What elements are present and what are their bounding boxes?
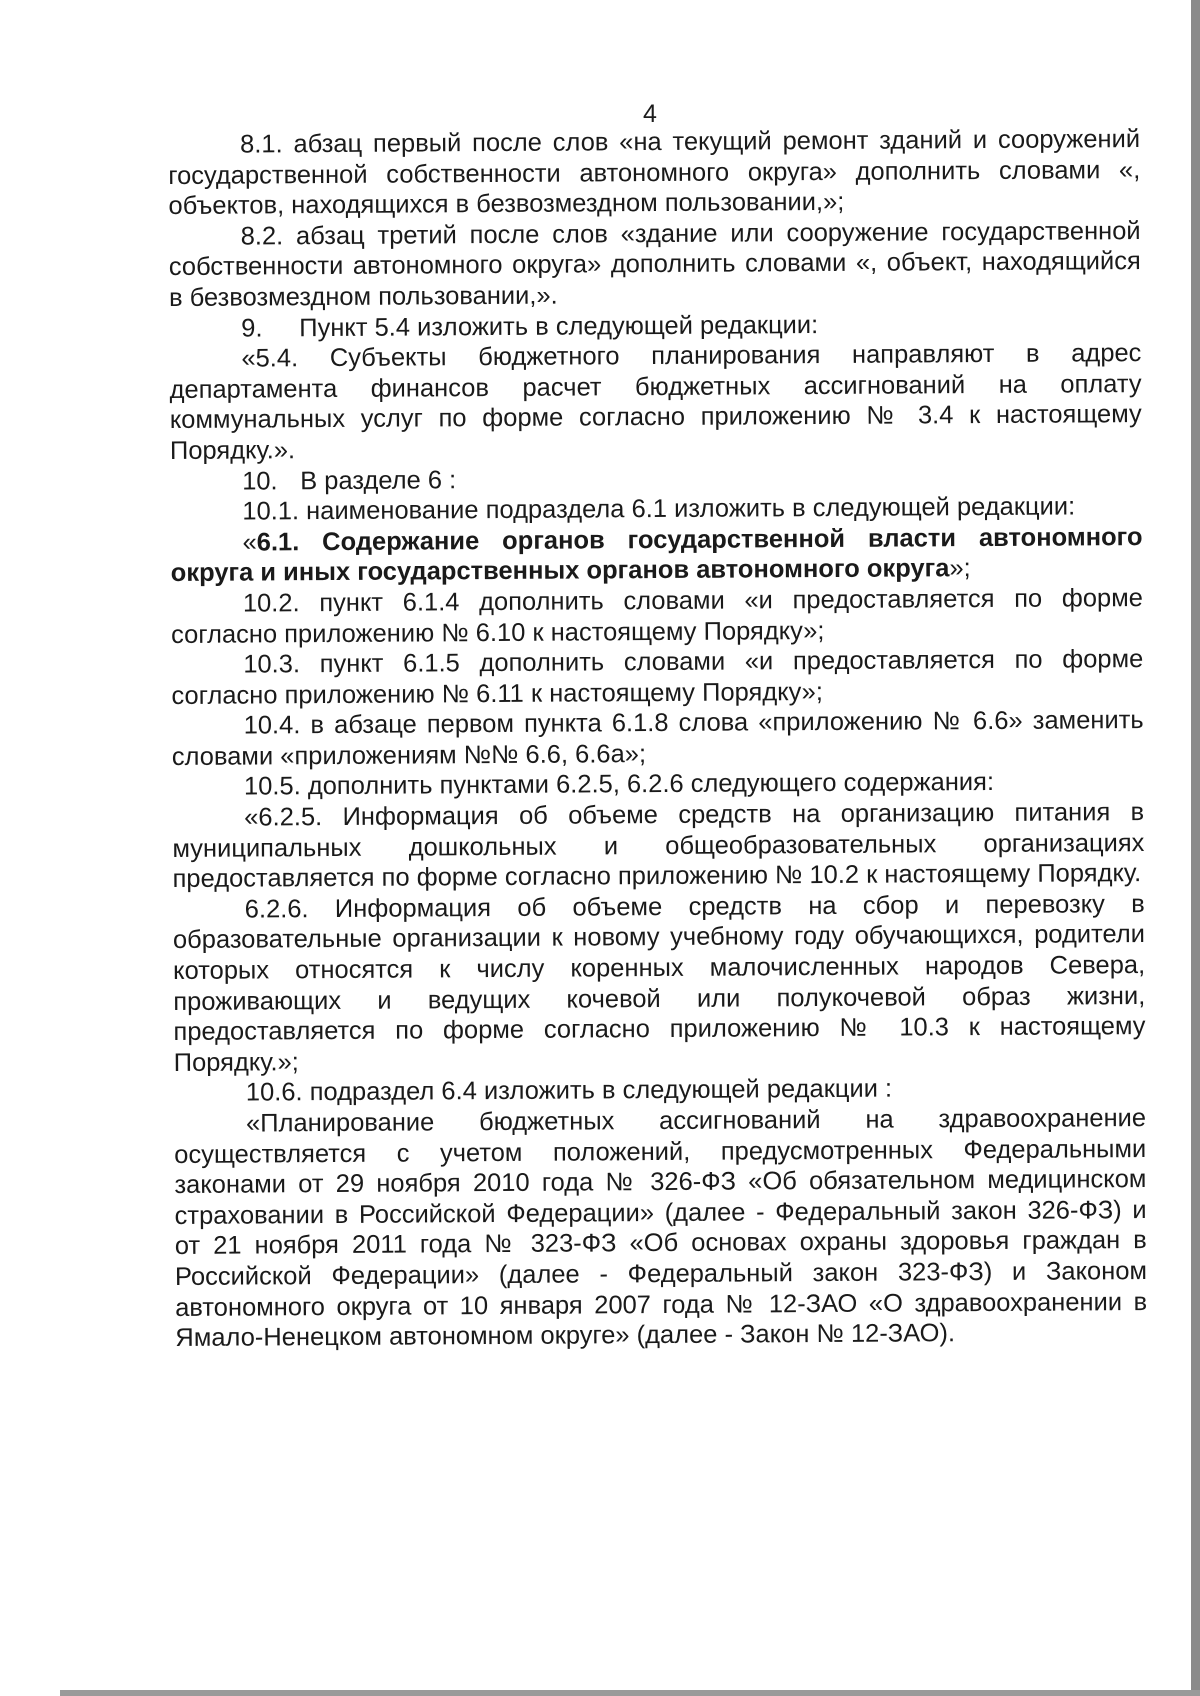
paragraph-10-text: В разделе 6 :	[300, 465, 457, 495]
paragraph-8-2: 8.2. абзац третий после слов «здание или сооружение государственной собственности автономного округа» дополнить словами «, объект, находящийся в безвозмездном пользовании,».	[168, 216, 1141, 312]
paragraph-8-1: 8.1. абзац первый после слов «на текущий ремонт зданий и сооружений государственной собственности автономного округа» дополнить словами «, объектов, находящихся в безвозмездном пользовании,»;	[168, 125, 1141, 221]
scan-edge-bottom	[60, 1690, 1200, 1696]
paragraph-10-4: 10.4. в абзаце первом пункта 6.1.8 слова «приложению № 6.6» заменить словами «приложениям №№ 6.6, 6.6а»;	[171, 706, 1144, 771]
paragraph-10-6: 10.6. подраздел 6.4 изложить в следующей редакции :	[245, 1075, 893, 1107]
heading-close-quote: »;	[949, 554, 971, 583]
paragraph-6-4-quote: «Планирование бюджетных ассигнований на здравоохранение осуществляется с учетом положений, предусмотренных Федеральными законами от 29 ноября 2010 года № 326-ФЗ «Об обязательном медицинском страховании в Российской Федерации» (далее - Федеральный закон 326-ФЗ) и от 21 ноября 2011 года № 323-ФЗ «Об основах охраны здоровья граждан в Российской Федерации» (далее - Федеральный закон 323-ФЗ) и Законом автономного округа от 10 января 2007 года № 12-ЗАО «О здравоохранении в Ямало-Ненецком автономном округе» (далее - Закон № 12-ЗАО).	[174, 1104, 1148, 1353]
heading-6-1-bold: 6.1. Содержание органов государственной власти автономного округа и иных государственных органов автономного округа	[170, 522, 1143, 588]
page-number: 4	[643, 100, 657, 128]
paragraph-6-1-heading	[170, 522, 1142, 589]
paragraph-10-2: 10.2. пункт 6.1.4 дополнить словами «и предоставляется по форме согласно приложению № 6.10 к настоящему Порядку»;	[170, 583, 1143, 649]
paragraph-10-1: 10.1. наименование подраздела 6.1 изложить в следующей редакции:	[242, 492, 1076, 526]
paragraph-10-5: 10.5. дополнить пунктами 6.2.5, 6.2.6 следующего содержания:	[243, 768, 995, 802]
paragraph-10-3: 10.3. пункт 6.1.5 дополнить словами «и предоставляется по форме согласно приложению № 6.11 к настоящему Порядку»;	[171, 645, 1144, 710]
item-number-10: 10.	[242, 466, 278, 496]
paragraph-9-text: Пункт 5.4 изложить в следующей редакции:	[299, 310, 819, 342]
paragraph-6-2-5: «6.2.5. Информация об объеме средств на организацию питания в муниципальных дошкольных и общеобразовательных организациях предоставляется по форме согласно приложению № 10.2 к настоящему Порядку.	[172, 798, 1145, 894]
paragraph-5-4-quote: «5.4. Субъекты бюджетного планирования направляют в адрес департамента финансов расчет бюджетных ассигнований на оплату коммунальных услуг по форме согласно приложению № 3.4 к настоящему Порядку.».	[169, 339, 1142, 465]
paragraph-6-2-6: 6.2.6. Информация об объеме средств на сбор и перевозку в образовательные организации к новому учебному году обучающихся, родители которых относятся к числу коренных малочисленных народов Севера, проживающих и ведущих кочевой или полукочевой образ жизни, предоставляется по форме согласно приложению № 10.3 к настоящему Порядку.»;	[172, 889, 1146, 1077]
document-body	[168, 124, 1147, 1354]
heading-open-quote: «	[242, 528, 257, 557]
scan-edge-right	[1191, 0, 1200, 1696]
item-number-9: 9.	[241, 313, 263, 343]
